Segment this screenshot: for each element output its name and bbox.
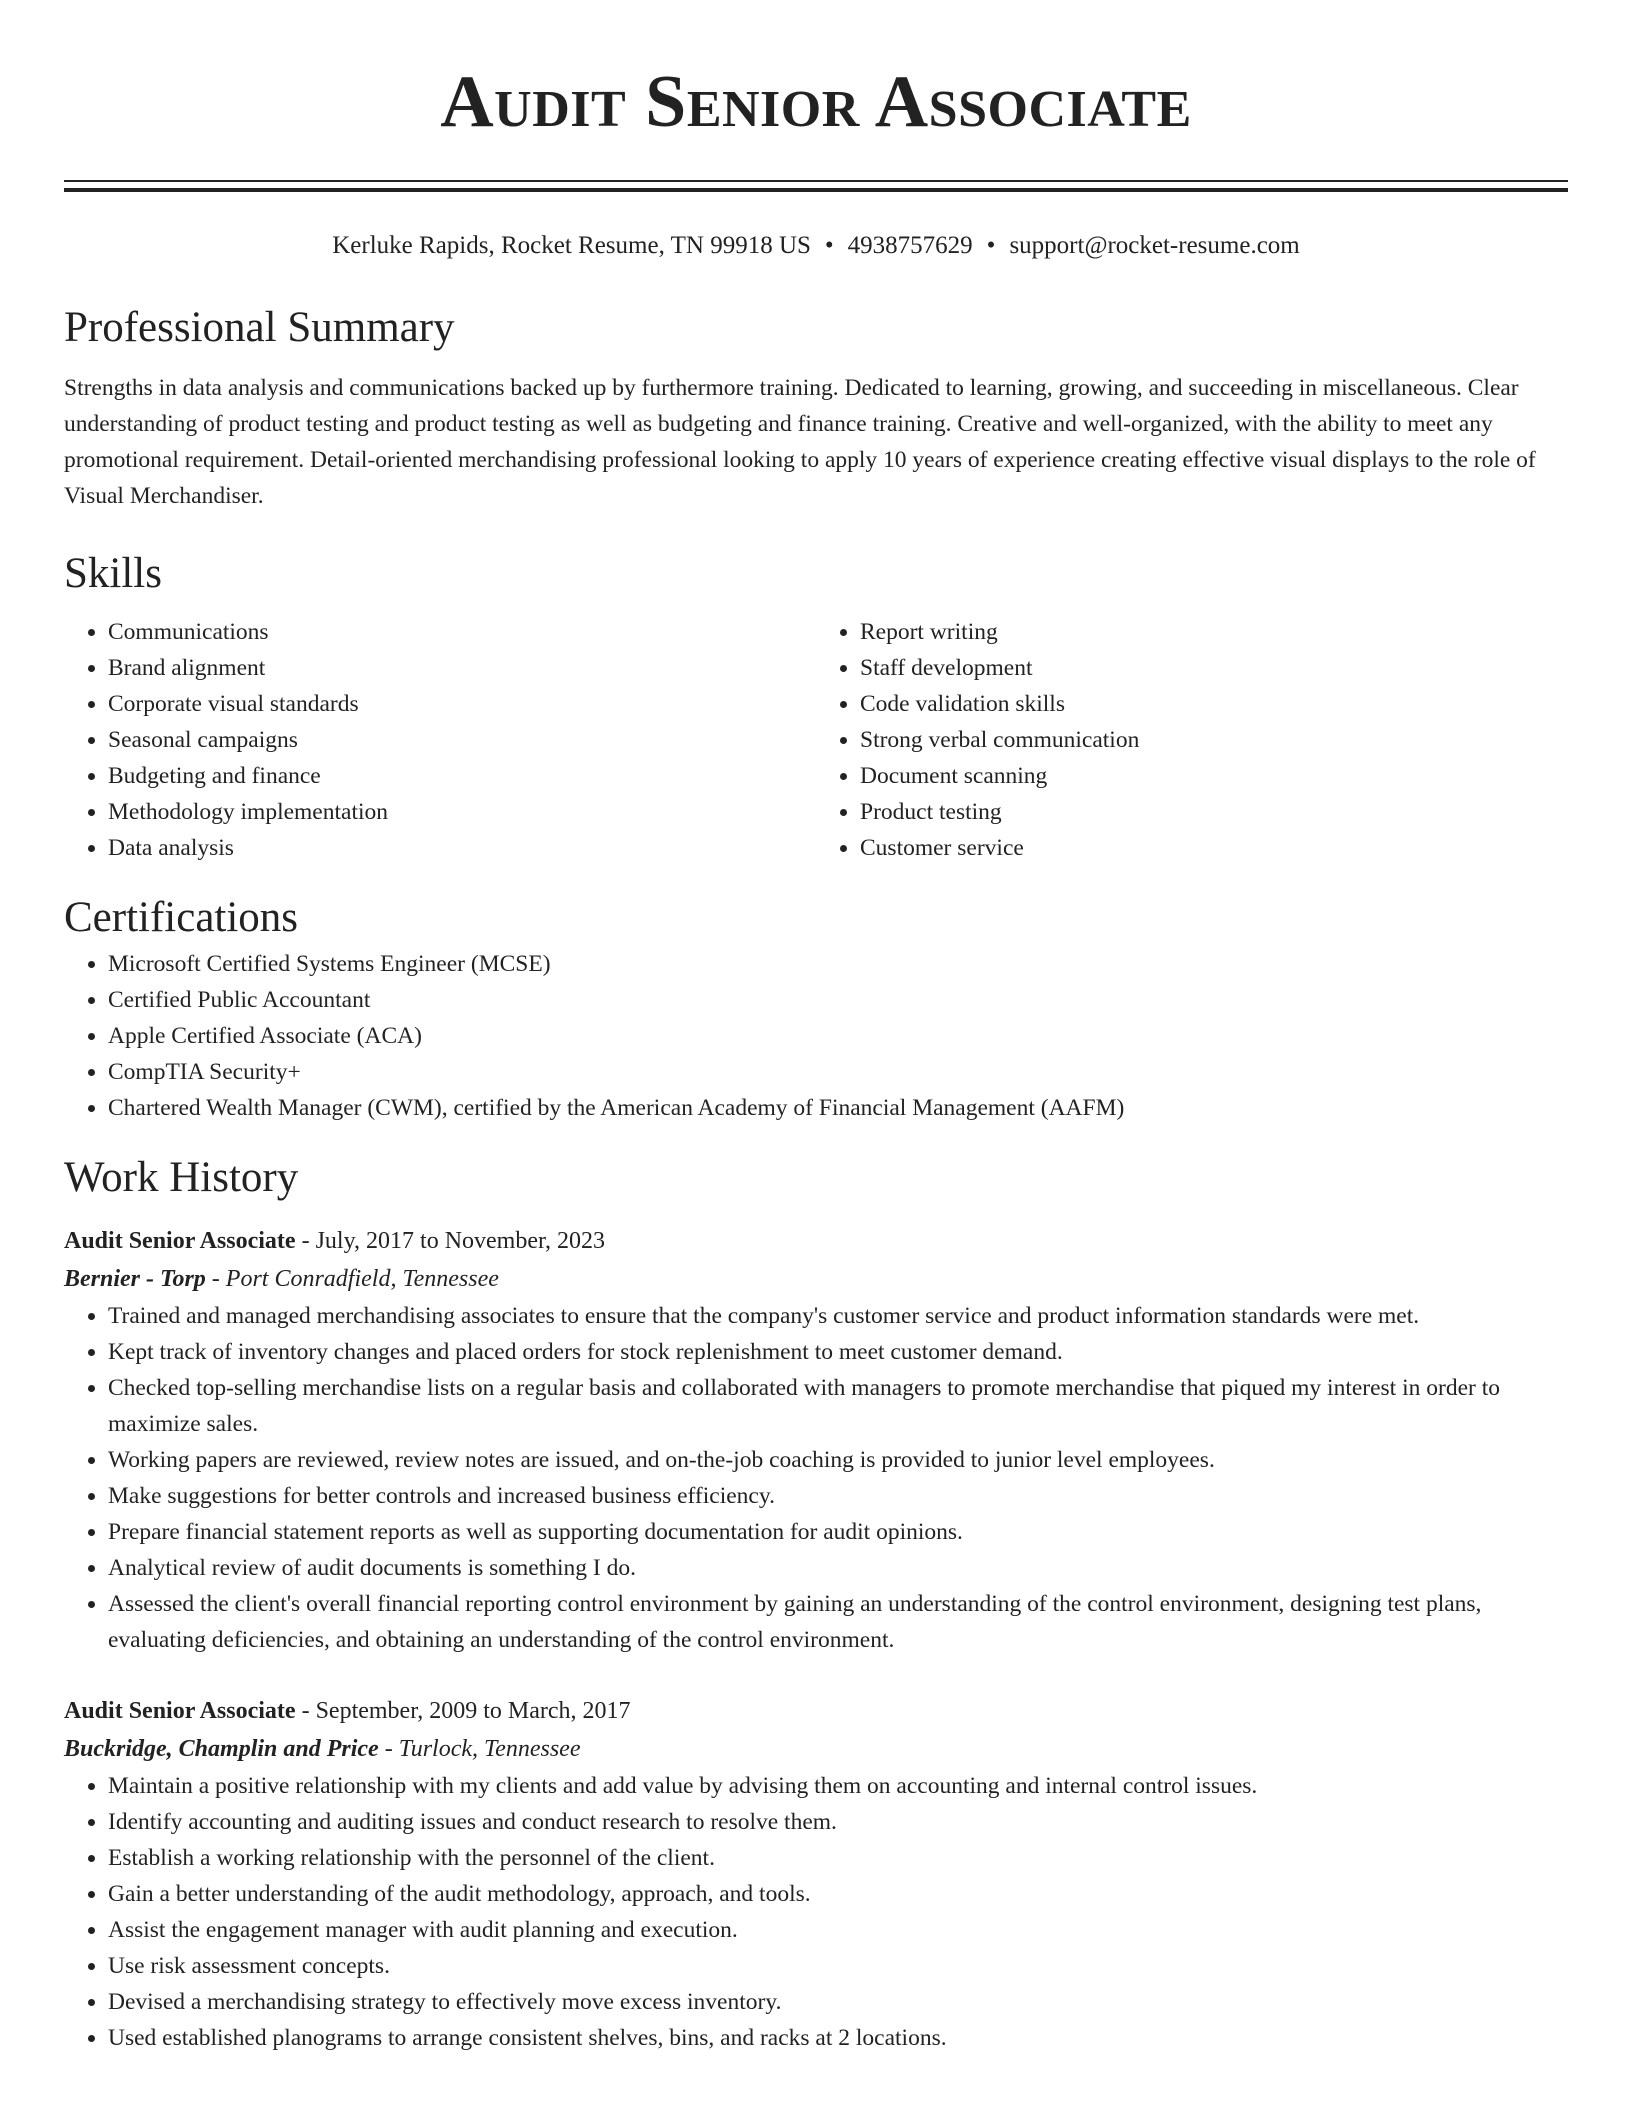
skill-item: • Code validation skills: [860, 686, 1568, 722]
contact-email: support@rocket-resume.com: [1009, 232, 1300, 259]
job-entry: [64, 1222, 1568, 1658]
contact-separator: •: [986, 232, 996, 259]
summary-text: Strengths in data analysis and communications backed up by furthermore training. Dedicated to learning, growing, and succeeding in miscellaneous. Clear understanding of product testing and product testing as well as budgeting and finance training. Creative and well-organized, with the ability to meet any promotional requirement. Detail-oriented merchandising professional looking to apply 10 years of experience creating effective visual displays to the role of Visual Merchandiser.: [64, 375, 1536, 509]
title-divider: [64, 180, 1568, 192]
job-title: Audit Senior Associate: [64, 1698, 296, 1724]
job-duty-item: • Analytical review of audit documents is something I do.: [108, 1550, 1568, 1586]
skill-item: • Customer service: [860, 830, 1568, 866]
job-company-line: [64, 1260, 1568, 1298]
contact-address: Kerluke Rapids, Rocket Resume, TN 99918 US: [332, 232, 811, 259]
skill-item: • Strong verbal communication: [860, 722, 1568, 758]
skill-item: • Staff development: [860, 650, 1568, 686]
job-duties-list: [64, 1768, 1568, 2056]
skill-item: • Methodology implementation: [108, 794, 816, 830]
certification-item: • Apple Certified Associate (ACA): [108, 1018, 1568, 1054]
job-title: Audit Senior Associate: [64, 1228, 296, 1254]
certifications-list: [64, 946, 1568, 1126]
job-title-line: [64, 1222, 1568, 1260]
certification-item: • Certified Public Accountant: [108, 982, 1568, 1018]
job-location: - Turlock, Tennessee: [378, 1736, 581, 1762]
skill-item: • Report writing: [860, 614, 1568, 650]
job-dates: - July, 2017 to November, 2023: [295, 1228, 606, 1254]
job-duty-item: • Establish a working relationship with the personnel of the client.: [108, 1840, 1568, 1876]
job-duty-item: • Make suggestions for better controls and increased business efficiency.: [108, 1478, 1568, 1514]
skill-item: • Data analysis: [108, 830, 816, 866]
skill-item: • Product testing: [860, 794, 1568, 830]
skill-item: • Seasonal campaigns: [108, 722, 816, 758]
certification-item: • Chartered Wealth Manager (CWM), certified by the American Academy of Financial Management (AAFM): [108, 1090, 1568, 1126]
skill-item: • Communications: [108, 614, 816, 650]
job-duty-item: • Devised a merchandising strategy to effectively move excess inventory.: [108, 1984, 1568, 2020]
certifications-heading: Certifications: [64, 894, 299, 941]
contact-line: [64, 228, 1568, 264]
job-duty-item: • Working papers are reviewed, review notes are issued, and on-the-job coaching is provided to junior level employees.: [108, 1442, 1568, 1478]
job-duty-item: • Identify accounting and auditing issues and conduct research to resolve them.: [108, 1804, 1568, 1840]
job-duty-item: • Use risk assessment concepts.: [108, 1948, 1568, 1984]
job-dates: - September, 2009 to March, 2017: [295, 1698, 631, 1724]
job-company-line: [64, 1730, 1568, 1768]
job-duty-item: • Prepare financial statement reports as well as supporting documentation for audit opinions.: [108, 1514, 1568, 1550]
skills-list-left: [64, 614, 816, 866]
certification-item: • Microsoft Certified Systems Engineer (MCSE): [108, 946, 1568, 982]
contact-phone: 4938757629: [847, 232, 973, 259]
job-location: - Port Conradfield, Tennessee: [205, 1266, 499, 1292]
job-duty-item: • Gain a better understanding of the audit methodology, approach, and tools.: [108, 1876, 1568, 1912]
job-duty-item: • Maintain a positive relationship with my clients and add value by advising them on accounting and internal control issues.: [108, 1768, 1568, 1804]
skill-item: • Corporate visual standards: [108, 686, 816, 722]
job-duty-item: • Used established planograms to arrange consistent shelves, bins, and racks at 2 locations.: [108, 2020, 1568, 2056]
summary-heading: Professional Summary: [64, 304, 455, 351]
skills-list-right: [816, 614, 1568, 866]
job-duty-item: • Assessed the client's overall financial reporting control environment by gaining an understanding of the control environment, designing test plans, evaluating deficiencies, and obtaining an understanding of the control environment.: [108, 1586, 1568, 1658]
job-duty-item: • Trained and managed merchandising associates to ensure that the company's customer service and product information standards were met.: [108, 1298, 1568, 1334]
job-company: Buckridge, Champlin and Price: [64, 1736, 379, 1762]
skills-heading: Skills: [64, 550, 162, 597]
skill-item: • Budgeting and finance: [108, 758, 816, 794]
skills-columns: [64, 614, 1568, 866]
job-duties-list: [64, 1298, 1568, 1658]
job-company: Bernier - Torp: [64, 1266, 206, 1292]
certification-item: • CompTIA Security+: [108, 1054, 1568, 1090]
job-duty-item: • Checked top-selling merchandise lists on a regular basis and collaborated with managers to promote merchandise that piqued my interest in order to maximize sales.: [108, 1370, 1568, 1442]
contact-separator: •: [824, 232, 834, 259]
job-duty-item: • Assist the engagement manager with audit planning and execution.: [108, 1912, 1568, 1948]
resume-title: Audit Senior Associate: [440, 61, 1192, 143]
work-history-heading: Work History: [64, 1154, 299, 1201]
job-entry: [64, 1692, 1568, 2056]
job-duty-item: • Kept track of inventory changes and placed orders for stock replenishment to meet customer demand.: [108, 1334, 1568, 1370]
job-title-line: [64, 1692, 1568, 1730]
skill-item: • Brand alignment: [108, 650, 816, 686]
skill-item: • Document scanning: [860, 758, 1568, 794]
